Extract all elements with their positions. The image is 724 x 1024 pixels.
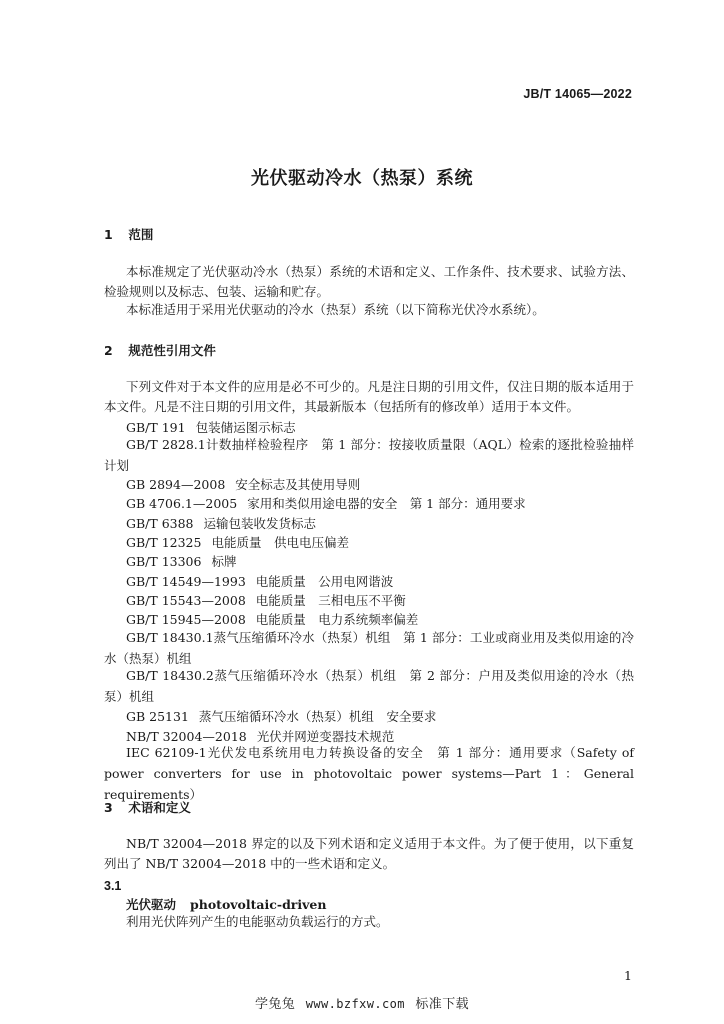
footer-site-name: 学兔兔 bbox=[254, 997, 296, 1012]
reference-item bbox=[126, 475, 360, 493]
reference-title: 蒸气压缩循环冷水（热泵）机组 第 1 部分：工业或商业用及类似用途的冷水（热泵）机组 bbox=[104, 630, 635, 666]
terms-intro: NB/T 32004—2018 界定的以及下列术语和定义适用于本文件。为了便于使用，以下重复列出了 NB/T 32004—2018 中的一些术语和定义。 bbox=[104, 836, 634, 871]
reference-title: 电能质量 公用电网谐波 bbox=[255, 574, 394, 589]
reference-title: 包装储运图示标志 bbox=[195, 420, 296, 435]
reference-title: 标牌 bbox=[211, 554, 237, 569]
reference-code: NB/T 32004—2018 bbox=[126, 729, 247, 744]
reference-code: GB/T 18430.2 bbox=[126, 668, 214, 683]
reference-code: GB/T 15543—2008 bbox=[126, 593, 246, 608]
term-number: 3.1 bbox=[104, 879, 122, 893]
section-heading-scope bbox=[104, 225, 153, 243]
term-definition: 利用光伏阵列产生的电能驱动负载运行的方式。 bbox=[126, 914, 389, 929]
reference-title: 蒸气压缩循环冷水（热泵）机组 安全要求 bbox=[198, 709, 437, 724]
reference-code: GB/T 13306 bbox=[126, 554, 202, 569]
reference-item bbox=[126, 610, 418, 628]
footer-tagline: 标准下载 bbox=[415, 997, 470, 1012]
section-heading-normative-references bbox=[104, 341, 216, 359]
scope-paragraph-2: 本标准适用于采用光伏驱动的冷水（热泵）系统（以下简称光伏冷水系统）。 bbox=[126, 302, 545, 317]
footer-url[interactable]: www.bzfxw.com bbox=[305, 997, 405, 1011]
reference-title: 计数抽样检验程序 第 1 部分：按接收质量限（AQL）检索的逐批检验抽样计划 bbox=[104, 437, 634, 473]
section-heading-terms-and-definitions bbox=[104, 798, 191, 816]
section-number: 1 bbox=[104, 227, 113, 242]
reference-item bbox=[126, 514, 316, 532]
reference-code: GB/T 15945—2008 bbox=[126, 612, 246, 627]
standard-number: JB/T 14065—2022 bbox=[523, 87, 632, 101]
section-title: 术语和定义 bbox=[128, 800, 191, 815]
references-intro: 下列文件对于本文件的应用是必不可少的。凡是注日期的引用文件，仅注日期的版本适用于本文件。凡是不注日期的引用文件，其最新版本（包括所有的修改单）适用于本文件。 bbox=[104, 379, 634, 414]
reference-item bbox=[126, 533, 349, 551]
section-number: 3 bbox=[104, 800, 113, 815]
watermark-footer bbox=[0, 993, 724, 1012]
reference-item bbox=[126, 572, 393, 590]
reference-item bbox=[104, 627, 634, 669]
page-number: 1 bbox=[624, 968, 632, 983]
reference-title: 电能质量 电力系统频率偏差 bbox=[255, 612, 419, 627]
reference-code: GB 25131 bbox=[126, 709, 189, 724]
term-chinese: 光伏驱动 bbox=[126, 897, 177, 912]
reference-title: 家用和类似用途电器的安全 第 1 部分：通用要求 bbox=[247, 496, 526, 511]
term-english: photovoltaic-driven bbox=[190, 897, 327, 912]
scope-paragraph-1: 本标准规定了光伏驱动冷水（热泵）系统的术语和定义、工作条件、技术要求、试验方法、检验规则以及标志、包装、运输和贮存。 bbox=[104, 264, 634, 299]
reference-code: GB/T 14549—1993 bbox=[126, 574, 246, 589]
section-number: 2 bbox=[104, 343, 113, 358]
reference-code: GB/T 18430.1 bbox=[126, 630, 214, 645]
reference-title: 安全标志及其使用导则 bbox=[235, 477, 361, 492]
reference-item bbox=[126, 552, 236, 570]
section-title: 范围 bbox=[128, 227, 154, 242]
reference-code: GB 2894—2008 bbox=[126, 477, 226, 492]
reference-code: IEC 62109-1 bbox=[126, 745, 207, 760]
reference-item bbox=[104, 665, 634, 707]
reference-title: 蒸气压缩循环冷水（热泵）机组 第 2 部分：户用及类似用途的冷水（热泵）机组 bbox=[104, 668, 634, 704]
reference-title: 光伏并网逆变器技术规范 bbox=[256, 729, 395, 744]
reference-code: GB/T 191 bbox=[126, 420, 186, 435]
term-heading bbox=[126, 895, 326, 913]
reference-code: GB/T 6388 bbox=[126, 516, 194, 531]
reference-code: GB/T 2828.1 bbox=[126, 437, 206, 452]
reference-title: 电能质量 供电电压偏差 bbox=[211, 535, 349, 550]
reference-code: GB/T 12325 bbox=[126, 535, 202, 550]
section-title: 规范性引用文件 bbox=[128, 343, 216, 358]
reference-title: 电能质量 三相电压不平衡 bbox=[255, 593, 406, 608]
reference-item bbox=[126, 707, 436, 725]
reference-item bbox=[104, 742, 634, 805]
reference-item bbox=[126, 591, 406, 609]
document-title: 光伏驱动冷水（热泵）系统 bbox=[251, 168, 473, 189]
reference-item bbox=[104, 434, 634, 476]
reference-item bbox=[126, 494, 526, 512]
reference-title: 运输包装收发货标志 bbox=[203, 516, 317, 531]
reference-code: GB 4706.1—2005 bbox=[126, 496, 238, 511]
reference-title: 光伏发电系统用电力转换设备的安全 第 1 部分：通用要求（Safety of power converters for use in photovoltaic power systems—Part 1：General requirements） bbox=[104, 745, 635, 802]
